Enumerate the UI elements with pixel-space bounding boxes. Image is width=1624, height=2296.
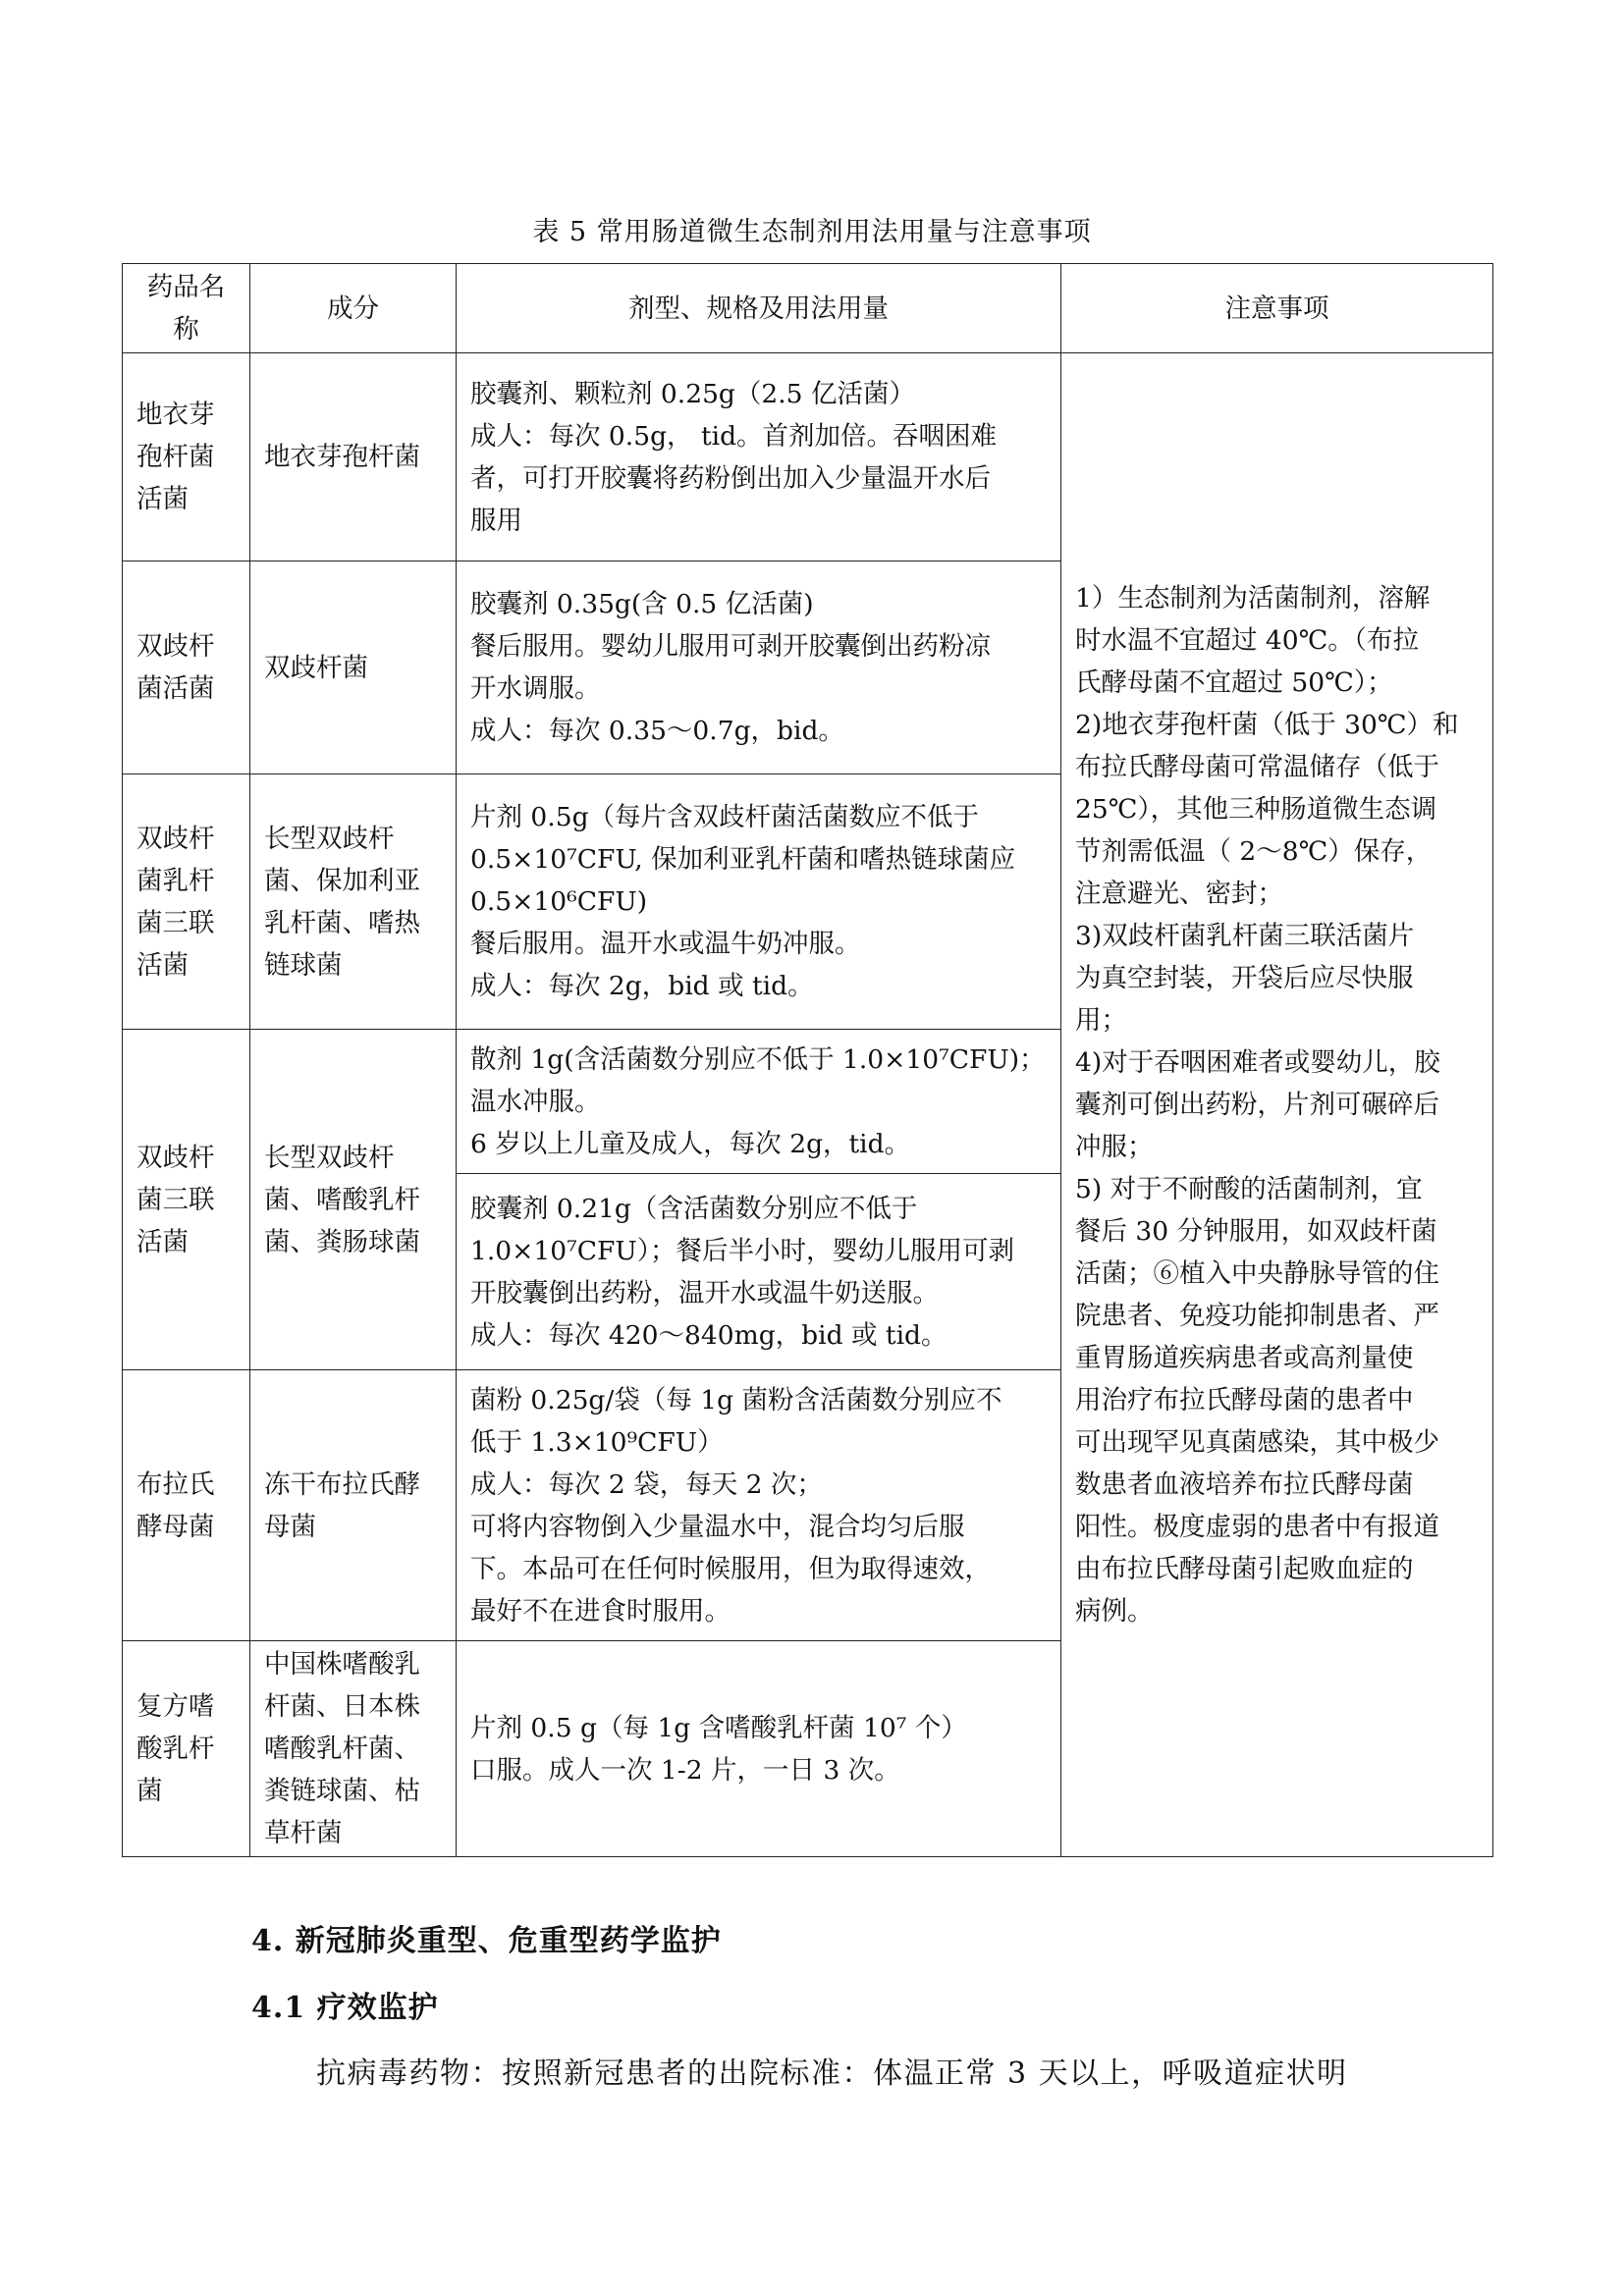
drug-name-cell: 双歧杆 菌活菌 [123,561,250,774]
usage-cell-powder: 散剂 1g(含活菌数分别应不低于 1.0×10⁷CFU)； 温水冲服。 6 岁以上儿童及成人，每次 2g，tid。 [457,1030,1061,1174]
notes-cell: 1）生态制剂为活菌制剂，溶解 时水温不宜超过 40℃。（布拉 氏酵母菌不宜超过 50℃）； 2)地衣芽孢杆菌（低于 30℃）和 布拉氏酵母菌可常温储存（低于 25℃），其他三种肠道微生态调 节剂需低温（ 2～8℃）保存， 注意避光、密封； 3)双歧杆菌乳杆菌三联活菌片 为真空封装，开袋后应尽快服 用； 4)对于吞咽困难者或婴幼儿，胶 囊剂可倒出药粉，片剂可碾碎后 冲服； 5) 对于不耐酸的活菌制剂，宜 餐后 30 分钟服用，如双歧杆菌 活菌；⑥植入中央静脉导管的住 院患者、免疫功能抑制患者、严 重胃肠道疾病患者或高剂量使 用治疗布拉氏酵母菌的患者中 可出现罕见真菌感染，其中极少 数患者血液培养布拉氏酵母菌 阳性。极度虚弱的患者中有报道 由布拉氏酵母菌引起败血症的 病例。 [1061,353,1493,1857]
usage-cell: 片剂 0.5g（每片含双歧杆菌活菌数应不低于 0.5×10⁷CFU, 保加利亚乳杆菌和嗜热链球菌应 0.5×10⁶CFU) 餐后服用。温开水或温牛奶冲服。 成人：每次 2g，bid 或 tid。 [457,774,1061,1030]
drug-table [122,263,1493,1857]
header-component: 成分 [250,264,457,353]
usage-cell: 胶囊剂、颗粒剂 0.25g（2.5 亿活菌） 成人：每次 0.5g， tid。首剂加倍。吞咽困难 者，可打开胶囊将药粉倒出加入少量温开水后 服用 [457,353,1061,561]
table-header-row [123,264,1493,353]
section-heading: 4. 新冠肺炎重型、危重型药学监护 [251,1924,722,1958]
table-row [123,353,1493,561]
header-notes: 注意事项 [1061,264,1493,353]
drug-name-cell: 地衣芽 孢杆菌 活菌 [123,353,250,561]
subsection-heading: 4.1 疗效监护 [251,1991,439,2025]
component-cell: 双歧杆菌 [250,561,457,774]
component-cell: 长型双歧杆 菌、保加利亚 乳杆菌、嗜热 链球菌 [250,774,457,1030]
drug-name-cell: 复方嗜 酸乳杆 菌 [123,1641,250,1857]
usage-cell: 菌粉 0.25g/袋（每 1g 菌粉含活菌数分别应不 低于 1.3×10⁹CFU） 成人：每次 2 袋，每天 2 次； 可将内容物倒入少量温水中，混合均匀后服 下。本品可在任何时候服用，但为取得速效， 最好不在进食时服用。 [457,1370,1061,1641]
table-caption: 表 5 常用肠道微生态制剂用法用量与注意事项 [532,217,1092,247]
component-cell: 中国株嗜酸乳 杆菌、日本株 嗜酸乳杆菌、 粪链球菌、枯 草杆菌 [250,1641,457,1857]
body-paragraph: 抗病毒药物：按照新冠患者的出院标准：体温正常 3 天以上，呼吸道症状明 [316,2056,1348,2091]
header-usage: 剂型、规格及用法用量 [457,264,1061,353]
component-cell: 地衣芽孢杆菌 [250,353,457,561]
usage-cell-capsule: 胶囊剂 0.21g（含活菌数分别应不低于 1.0×10⁷CFU）；餐后半小时，婴幼儿服用可剥 开胶囊倒出药粉，温开水或温牛奶送服。 成人：每次 420～840mg，bid 或 tid。 [457,1174,1061,1370]
drug-name-cell: 双歧杆 菌乳杆 菌三联 活菌 [123,774,250,1030]
drug-name-cell: 布拉氏 酵母菌 [123,1370,250,1641]
usage-cell: 片剂 0.5 g（每 1g 含嗜酸乳杆菌 10⁷ 个） 口服。成人一次 1-2 片，一日 3 次。 [457,1641,1061,1857]
drug-name-cell: 双歧杆 菌三联 活菌 [123,1030,250,1370]
component-cell: 长型双歧杆 菌、嗜酸乳杆 菌、粪肠球菌 [250,1030,457,1370]
component-cell: 冻干布拉氏酵 母菌 [250,1370,457,1641]
header-drug-name: 药品名 称 [123,264,250,353]
usage-cell: 胶囊剂 0.35g(含 0.5 亿活菌) 餐后服用。婴幼儿服用可剥开胶囊倒出药粉凉 开水调服。 成人：每次 0.35～0.7g，bid。 [457,561,1061,774]
